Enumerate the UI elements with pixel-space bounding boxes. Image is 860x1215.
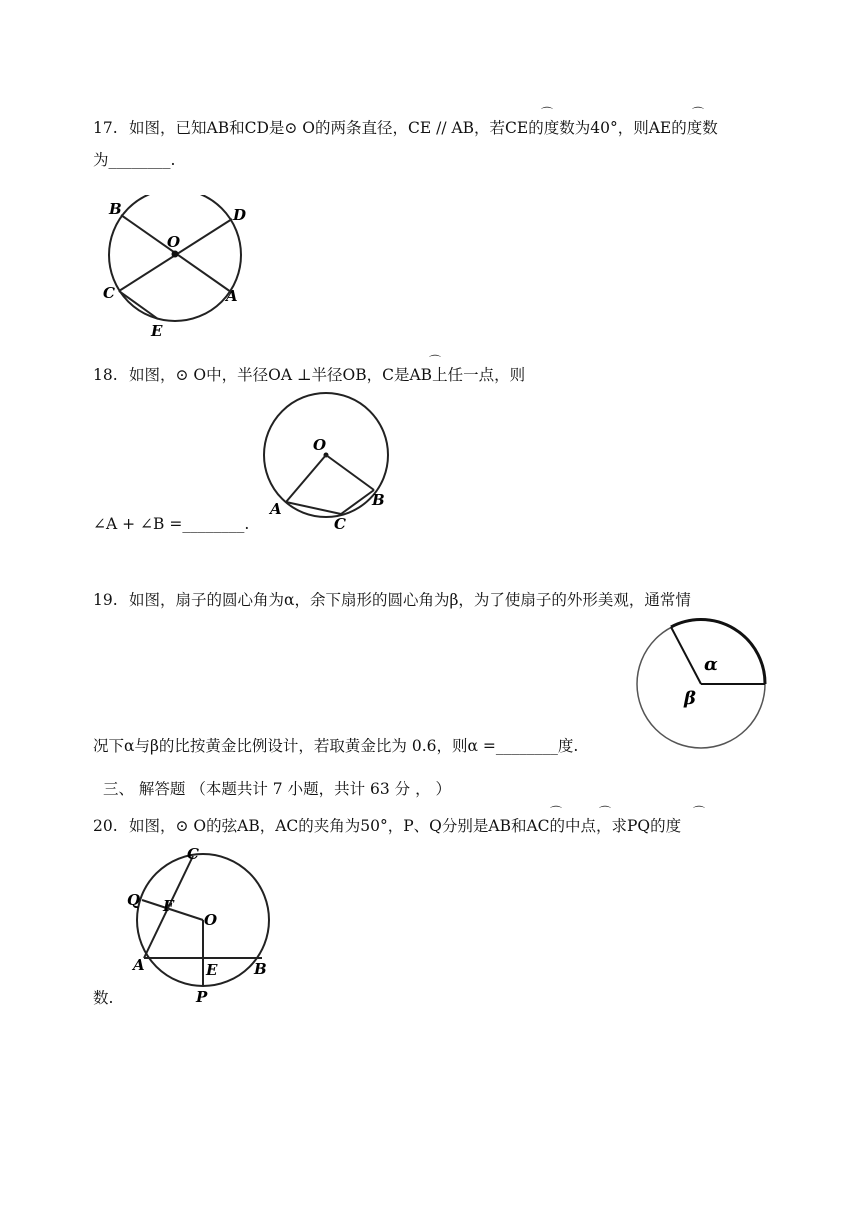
q19-text: 如图，扇子的圆心角为α，余下扇形的圆心角为β，为了使扇子的外形美观，通常情 xyxy=(129,591,691,609)
q18-text: 如图，⊙ O中，半径OA ⊥半径OB，C是AB上任一点，则 xyxy=(129,366,526,384)
q20-line2: 数. xyxy=(93,989,114,1007)
q19-line1 xyxy=(93,590,691,610)
q18-label-a: A xyxy=(270,500,282,518)
q20-label-b: B xyxy=(254,960,267,978)
q18-radius-oa xyxy=(286,455,326,502)
q18-number: 18. xyxy=(93,366,118,384)
arc-mark-ac-20: ⌒ xyxy=(599,805,612,819)
q19-number: 19. xyxy=(93,591,118,609)
q20-label-c: C xyxy=(187,845,199,863)
q17-label-e: E xyxy=(151,322,163,340)
q20-line1 xyxy=(93,816,681,836)
q17-chord-ce xyxy=(119,291,158,319)
arc-mark-ab-20: ⌒ xyxy=(550,805,563,819)
q17-line2: 为________. xyxy=(93,151,176,169)
q19-line2: 况下α与β的比按黄金比例设计，若取黄金比为 0.6，则α =________度. xyxy=(93,737,579,755)
arc-mark-ae: ⌒ xyxy=(692,106,705,120)
q20-text: 如图，⊙ O的弦AB，AC的夹角为50°，P、Q分别是AB和AC的中点，求PQ的度 xyxy=(129,817,682,835)
q17-number: 17. xyxy=(93,119,118,137)
q18-line1 xyxy=(93,365,525,385)
q17-figure xyxy=(100,195,260,340)
q17-label-a: A xyxy=(226,287,238,305)
q17-label-o: O xyxy=(167,233,181,251)
q19-figure xyxy=(632,618,772,753)
q18-label-o: O xyxy=(313,436,327,454)
q17-circle xyxy=(109,195,241,321)
q20-figure xyxy=(125,845,275,1005)
q20-label-o: O xyxy=(204,911,218,929)
arc-mark-ce: ⌒ xyxy=(541,106,554,120)
q19-label-beta: β xyxy=(684,688,696,709)
q20-label-e: E xyxy=(206,961,218,979)
q19-radius-upper xyxy=(671,627,701,684)
q18-figure xyxy=(258,388,398,533)
arc-mark-ab-18: ⌒ xyxy=(429,354,442,368)
q17-text: 如图，已知AB和CD是⊙ O的两条直径，CE // AB，若CE的度数为40°，则AE的度数 xyxy=(129,119,718,137)
q17-label-c: C xyxy=(103,284,115,302)
q20-label-p: P xyxy=(196,988,208,1005)
q19-label-alpha: α xyxy=(704,654,718,675)
q18-chord-cb xyxy=(341,490,374,514)
q17-label-d: D xyxy=(233,206,247,224)
q18-radius-ob xyxy=(326,455,374,490)
q20-label-a: A xyxy=(133,956,145,974)
q17-center-dot xyxy=(172,251,179,258)
q18-label-c: C xyxy=(334,515,346,533)
q17-line1 xyxy=(93,118,718,138)
arc-mark-pq-20: ⌒ xyxy=(693,805,706,819)
q18-label-b: B xyxy=(372,491,385,509)
q20-number: 20. xyxy=(93,817,118,835)
q17-label-b: B xyxy=(109,200,122,218)
section-3-heading: 三、 解答题 （本题共计 7 小题，共计 63 分 ， ） xyxy=(103,780,452,798)
q20-label-q: Q xyxy=(127,891,141,909)
q18-line2: ∠A + ∠B =________. xyxy=(93,515,250,533)
q20-label-f: F xyxy=(163,897,174,915)
